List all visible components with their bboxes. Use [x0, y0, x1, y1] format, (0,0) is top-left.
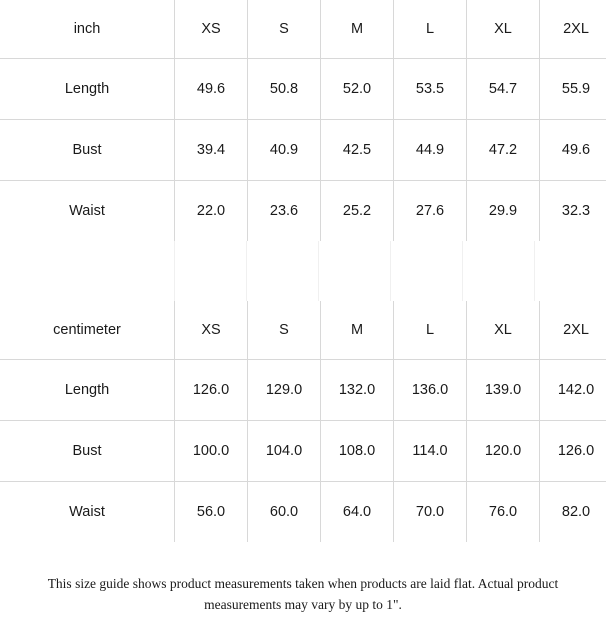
- inch-waist-m: 25.2: [321, 181, 394, 242]
- table-row: [0, 120, 606, 181]
- inch-length-xl: 54.7: [467, 59, 540, 120]
- inch-bust-s: 40.9: [248, 120, 321, 181]
- cm-waist-xl: 76.0: [467, 482, 540, 543]
- inch-bust-m: 42.5: [321, 120, 394, 181]
- cm-length-m: 132.0: [321, 360, 394, 421]
- inch-bust-xl: 47.2: [467, 120, 540, 181]
- cm-waist-l: 70.0: [394, 482, 467, 543]
- separator-line: [462, 241, 463, 301]
- cm-row-label-bust: Bust: [0, 421, 175, 482]
- inch-bust-2xl: 49.6: [540, 120, 606, 181]
- cm-length-xl: 139.0: [467, 360, 540, 421]
- cm-length-2xl: 142.0: [540, 360, 606, 421]
- inch-col-header-m: M: [321, 0, 394, 59]
- inch-col-header-2xl: 2XL: [540, 0, 606, 59]
- separator-line: [390, 241, 391, 301]
- cm-waist-2xl: 82.0: [540, 482, 606, 543]
- inch-waist-xl: 29.9: [467, 181, 540, 242]
- cm-col-header-s: S: [248, 301, 321, 360]
- cm-waist-m: 64.0: [321, 482, 394, 543]
- cm-row-label-length: Length: [0, 360, 175, 421]
- inch-length-xs: 49.6: [175, 59, 248, 120]
- size-guide-footnote: This size guide shows product measurements taken when products are laid flat. Actual product measurements may vary by up to 1".: [47, 576, 559, 612]
- inch-col-header-l: L: [394, 0, 467, 59]
- cm-col-header-xl: XL: [467, 301, 540, 360]
- table-row: [0, 482, 606, 543]
- cm-waist-xs: 56.0: [175, 482, 248, 543]
- cm-col-header-l: L: [394, 301, 467, 360]
- inch-col-header-xs: XS: [175, 0, 248, 59]
- separator-line: [246, 241, 247, 301]
- inch-row-label-length: Length: [0, 59, 175, 120]
- inch-col-header-xl: XL: [467, 0, 540, 59]
- cm-length-l: 136.0: [394, 360, 467, 421]
- separator-line: [534, 241, 535, 301]
- cm-bust-m: 108.0: [321, 421, 394, 482]
- centimeter-size-table: [0, 301, 606, 542]
- inch-waist-l: 27.6: [394, 181, 467, 242]
- cm-waist-s: 60.0: [248, 482, 321, 543]
- cm-col-header-xs: XS: [175, 301, 248, 360]
- inch-row-label-waist: Waist: [0, 181, 175, 242]
- cm-length-xs: 126.0: [175, 360, 248, 421]
- inch-waist-2xl: 32.3: [540, 181, 606, 242]
- centimeter-unit-label: centimeter: [0, 301, 175, 360]
- cm-bust-xl: 120.0: [467, 421, 540, 482]
- inch-length-l: 53.5: [394, 59, 467, 120]
- cm-bust-2xl: 126.0: [540, 421, 606, 482]
- cm-bust-s: 104.0: [248, 421, 321, 482]
- cm-col-header-2xl: 2XL: [540, 301, 606, 360]
- cm-bust-l: 114.0: [394, 421, 467, 482]
- separator-line: [318, 241, 319, 301]
- inch-bust-l: 44.9: [394, 120, 467, 181]
- separator-line: [174, 241, 175, 301]
- inch-row-label-bust: Bust: [0, 120, 175, 181]
- inch-length-2xl: 55.9: [540, 59, 606, 120]
- table-header-row: [0, 0, 606, 59]
- table-row: [0, 181, 606, 242]
- cm-row-label-waist: Waist: [0, 482, 175, 543]
- inch-unit-label: inch: [0, 0, 175, 59]
- table-row: [0, 360, 606, 421]
- cm-length-s: 129.0: [248, 360, 321, 421]
- inch-waist-xs: 22.0: [175, 181, 248, 242]
- inch-length-m: 52.0: [321, 59, 394, 120]
- inch-bust-xs: 39.4: [175, 120, 248, 181]
- inch-length-s: 50.8: [248, 59, 321, 120]
- table-row: [0, 59, 606, 120]
- inch-col-header-s: S: [248, 0, 321, 59]
- cm-col-header-m: M: [321, 301, 394, 360]
- inch-waist-s: 23.6: [248, 181, 321, 242]
- inch-size-table: [0, 0, 606, 241]
- table-row: [0, 421, 606, 482]
- table-separator: [0, 241, 606, 301]
- table-header-row: [0, 301, 606, 360]
- cm-bust-xs: 100.0: [175, 421, 248, 482]
